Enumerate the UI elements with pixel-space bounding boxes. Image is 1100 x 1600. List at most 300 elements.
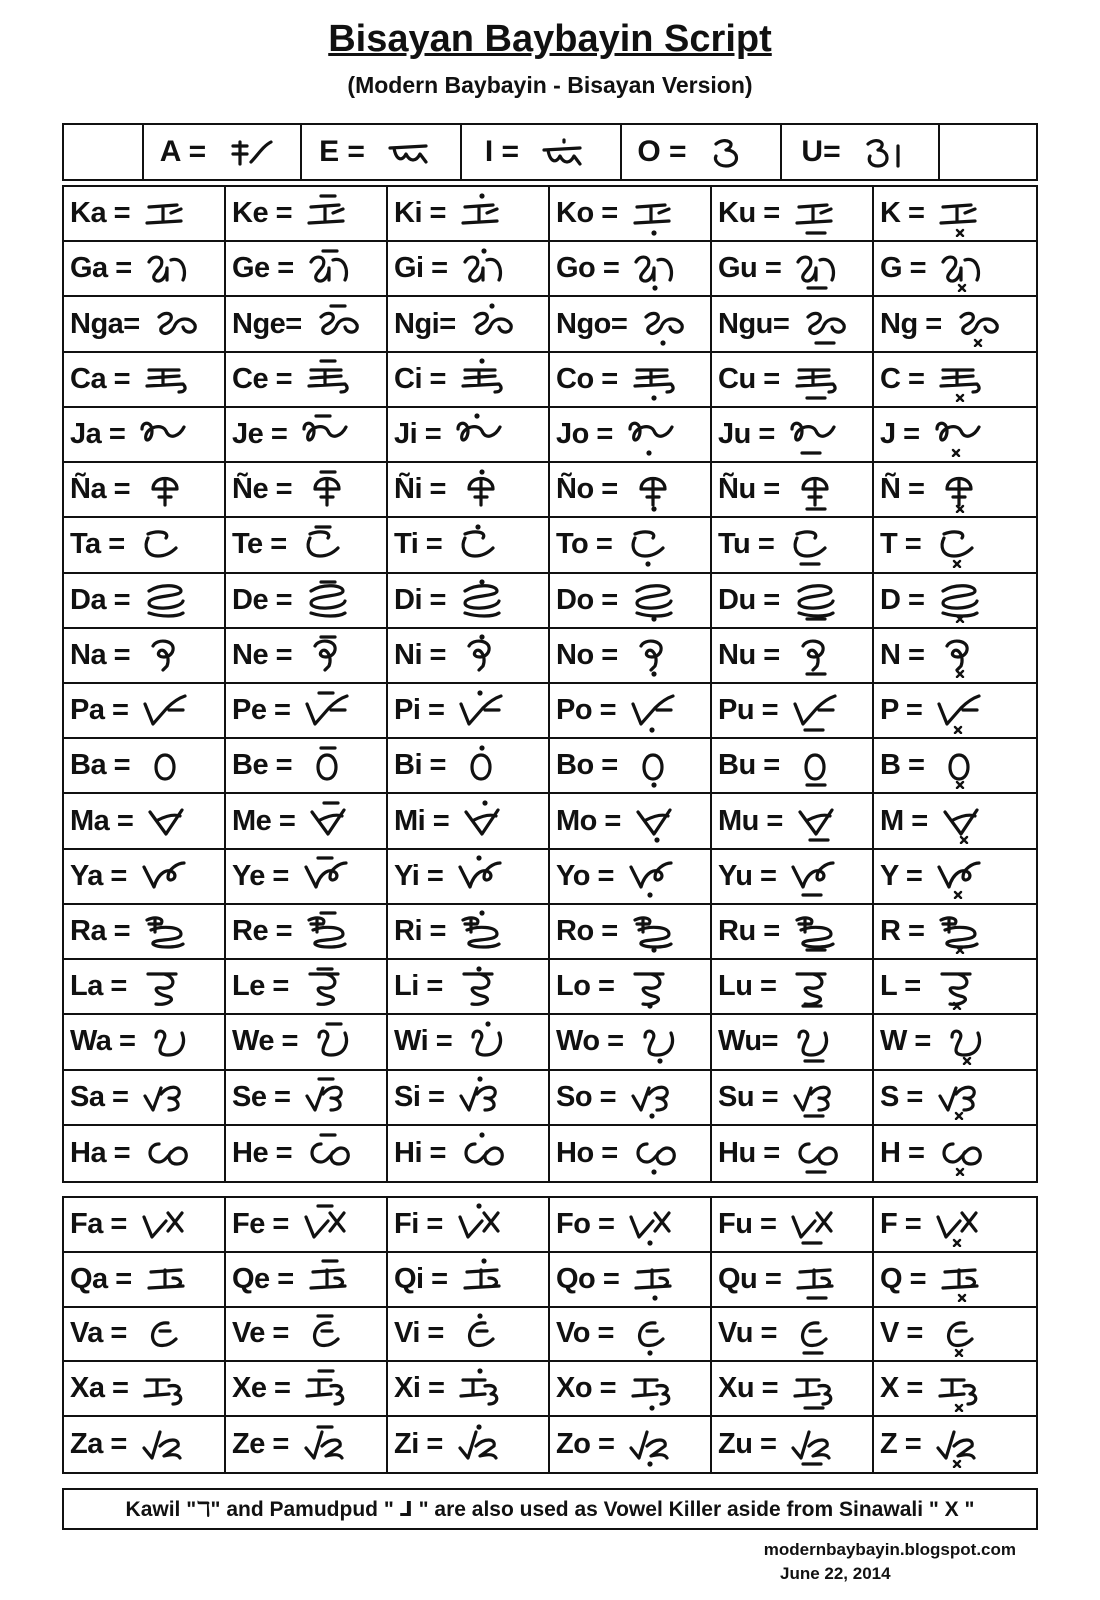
syllable-cell-go [550, 242, 712, 297]
baybayin-ze-icon [297, 1422, 353, 1468]
baybayin-fe-icon [297, 1201, 353, 1247]
baybayin-xa-icon [136, 1366, 192, 1412]
baybayin-hu-icon [788, 1130, 844, 1176]
syllable-label: Fu = [718, 1207, 777, 1240]
syllable-label: Si = [394, 1080, 445, 1113]
syllable-cell-di [388, 574, 550, 629]
syllable-label: Wa = [70, 1025, 136, 1058]
baybayin-zo-icon [622, 1422, 678, 1468]
syllable-label: Mo = [556, 804, 621, 837]
baybayin-ne-icon [300, 632, 356, 678]
syllable-label: C = [880, 362, 925, 395]
syllable-label: Ba = [70, 749, 131, 782]
syllable-label: Ku = [718, 197, 780, 230]
syllable-cell-xi [388, 1362, 550, 1417]
baybayin-ge-icon [302, 246, 358, 292]
baybayin-gu-icon [789, 246, 845, 292]
baybayin-z-icon [929, 1422, 985, 1468]
syllable-cell-pa [64, 684, 226, 739]
syllable-label: Bo = [556, 749, 618, 782]
baybayin-ye-icon [297, 853, 353, 899]
baybayin-ma-icon [141, 798, 197, 844]
vowel-label: A = [159, 135, 207, 168]
baybayin-nu-icon [788, 632, 844, 678]
syllable-label: Mu = [718, 804, 783, 837]
baybayin-vowel-u-icon [855, 132, 919, 172]
syllable-label: He = [232, 1136, 293, 1169]
syllable-cell-du [712, 574, 874, 629]
syllable-label: X = [880, 1372, 923, 1405]
baybayin-ñe-icon [300, 467, 356, 513]
syllable-cell-he [226, 1126, 388, 1181]
baybayin-to-icon [620, 522, 676, 568]
syllable-label: Ga = [70, 252, 132, 285]
baybayin-y-icon [930, 853, 986, 899]
baybayin-pi-icon [452, 688, 508, 734]
baybayin-n-icon [932, 632, 988, 678]
baybayin-ho-icon [626, 1130, 682, 1176]
baybayin-nga-icon [148, 301, 204, 347]
syllable-cell-fo [550, 1198, 712, 1253]
syllable-cell-yo [550, 850, 712, 905]
baybayin-na-icon [138, 632, 194, 678]
baybayin-za-icon [135, 1422, 191, 1468]
syllable-label: Cu = [718, 362, 780, 395]
syllable-cell-ñi [388, 463, 550, 518]
baybayin-bo-icon [626, 743, 682, 789]
syllable-cell-n [874, 629, 1036, 684]
syllable-label: Q = [880, 1262, 927, 1295]
syllable-label: Co = [556, 362, 618, 395]
baybayin-hi-icon [454, 1130, 510, 1176]
syllable-label: Qe = [232, 1262, 294, 1295]
baybayin-bu-icon [788, 743, 844, 789]
syllable-cell-ni [388, 629, 550, 684]
baybayin-we-icon [306, 1019, 362, 1065]
syllable-cell-c [874, 353, 1036, 408]
syllable-cell-ngi [388, 297, 550, 352]
syllable-cell-ro [550, 905, 712, 960]
syllable-label: J = [880, 417, 920, 450]
syllable-label: De = [232, 583, 293, 616]
baybayin-ka-icon [138, 191, 194, 237]
syllable-label: Ci = [394, 362, 446, 395]
baybayin-ku-icon [788, 191, 844, 237]
baybayin-zi-icon [451, 1422, 507, 1468]
syllable-cell-ko [550, 187, 712, 242]
syllable-label: Ki = [394, 197, 446, 230]
website-credit: modernbaybayin.blogspot.com [763, 1540, 1016, 1559]
baybayin-lo-icon [622, 964, 678, 1010]
syllable-label: Bu = [718, 749, 780, 782]
syllable-label: Ng = [880, 307, 942, 340]
vowel-cell-i [462, 125, 622, 179]
baybayin-vowel-e-icon [379, 132, 443, 172]
syllable-cell-ngo [550, 297, 712, 352]
syllable-cell-g [874, 242, 1036, 297]
syllable-label: Qi = [394, 1262, 448, 1295]
syllable-cell-ma [64, 794, 226, 849]
syllable-label: Le = [232, 970, 289, 1003]
syllable-cell-ngu [712, 297, 874, 352]
syllable-label: Fi = [394, 1207, 443, 1240]
baybayin-se-icon [298, 1074, 354, 1120]
baybayin-ngo-icon [635, 301, 691, 347]
syllable-cell-yi [388, 850, 550, 905]
baybayin-ngu-icon [797, 301, 853, 347]
syllable-label: Pu = [718, 694, 779, 727]
baybayin-xe-icon [298, 1366, 354, 1412]
syllable-cell-ce [226, 353, 388, 408]
syllable-cell-gi [388, 242, 550, 297]
baybayin-ti-icon [450, 522, 506, 568]
syllable-label: Do = [556, 583, 618, 616]
syllable-label: Yo = [556, 859, 614, 892]
syllable-cell-mi [388, 794, 550, 849]
syllable-cell-bu [712, 739, 874, 794]
baybayin-k-icon [932, 191, 988, 237]
syllable-label: Ka = [70, 197, 131, 230]
syllable-cell-pu [712, 684, 874, 739]
vowel-cell-a [144, 125, 302, 179]
syllable-label: Xo = [556, 1372, 617, 1405]
syllable-label: Pa = [70, 694, 129, 727]
baybayin-wi-icon [460, 1019, 516, 1065]
syllable-cell-no [550, 629, 712, 684]
baybayin-wo-icon [632, 1019, 688, 1065]
baybayin-ga-icon [140, 246, 196, 292]
syllable-label: N = [880, 638, 925, 671]
syllable-cell-va [64, 1308, 226, 1363]
syllable-label: Z = [880, 1428, 922, 1461]
baybayin-da-icon [138, 577, 194, 623]
syllable-cell-ji [388, 408, 550, 463]
syllable-label: Hi = [394, 1136, 446, 1169]
syllable-cell-qu [712, 1253, 874, 1308]
syllable-label: Ya = [70, 859, 127, 892]
syllable-cell-po [550, 684, 712, 739]
syllable-label: F = [880, 1207, 922, 1240]
syllable-cell-xe [226, 1362, 388, 1417]
syllable-cell-se [226, 1071, 388, 1126]
syllable-cell-ño [550, 463, 712, 518]
syllable-cell-q [874, 1253, 1036, 1308]
baybayin-ru-icon [788, 908, 844, 954]
syllable-label: T = [880, 528, 922, 561]
baybayin-yi-icon [451, 853, 507, 899]
syllable-label: Fe = [232, 1207, 289, 1240]
syllable-cell-v [874, 1308, 1036, 1363]
syllable-label: Ke = [232, 197, 293, 230]
syllable-cell-zi [388, 1417, 550, 1472]
syllable-cell-fe [226, 1198, 388, 1253]
syllable-label: Ru = [718, 914, 780, 947]
syllable-label: So = [556, 1080, 617, 1113]
baybayin-c-icon [932, 356, 988, 402]
vowel-label: O = [637, 135, 687, 168]
baybayin-mu-icon [791, 798, 847, 844]
syllable-cell-ñe [226, 463, 388, 518]
syllable-label: Se = [232, 1080, 291, 1113]
syllable-cell-t [874, 518, 1036, 573]
syllable-cell-ne [226, 629, 388, 684]
syllable-label: No = [556, 638, 618, 671]
syllable-label: Yi = [394, 859, 444, 892]
syllable-label: Po = [556, 694, 617, 727]
syllable-label: Su = [718, 1080, 779, 1113]
syllable-cell-mu [712, 794, 874, 849]
syllable-label: Me = [232, 804, 296, 837]
syllable-cell-to [550, 518, 712, 573]
baybayin-qe-icon [302, 1256, 358, 1302]
syllable-cell-nge [226, 297, 388, 352]
vowel-table [62, 123, 1038, 181]
syllable-label: Ri = [394, 914, 446, 947]
syllable-cell-su [712, 1071, 874, 1126]
syllable-label: Ngi= [394, 307, 456, 340]
syllable-cell-p [874, 684, 1036, 739]
baybayin-la-icon [135, 964, 191, 1010]
baybayin-no-icon [626, 632, 682, 678]
baybayin-w-icon [939, 1019, 995, 1065]
syllable-cell-ju [712, 408, 874, 463]
vowel-label: I = [484, 135, 520, 168]
syllable-cell-ya [64, 850, 226, 905]
syllable-cell-de [226, 574, 388, 629]
baybayin-v-icon [931, 1311, 987, 1357]
syllable-label: Ju = [718, 417, 775, 450]
syllable-label: Gu = [718, 252, 782, 285]
baybayin-pa-icon [136, 688, 192, 734]
syllable-label: Je = [232, 417, 288, 450]
baybayin-qo-icon [627, 1256, 683, 1302]
baybayin-ro-icon [626, 908, 682, 954]
baybayin-si-icon [452, 1074, 508, 1120]
syllable-cell-vo [550, 1308, 712, 1363]
baybayin-mo-icon [629, 798, 685, 844]
syllable-label: Ko = [556, 197, 618, 230]
syllable-label: B = [880, 749, 925, 782]
syllable-label: Zo = [556, 1428, 615, 1461]
baybayin-ña-icon [138, 467, 194, 513]
baybayin-vi-icon [452, 1311, 508, 1357]
syllable-cell-jo [550, 408, 712, 463]
syllable-cell-gu [712, 242, 874, 297]
baybayin-b-icon [932, 743, 988, 789]
baybayin-l-icon [929, 964, 985, 1010]
baybayin-nge-icon [310, 301, 366, 347]
baybayin-lu-icon [784, 964, 840, 1010]
page-subtitle: (Modern Baybayin - Bisayan Version) [347, 72, 753, 98]
baybayin-ca-icon [138, 356, 194, 402]
syllable-cell-ta [64, 518, 226, 573]
baybayin-me-icon [303, 798, 359, 844]
syllable-cell-vu [712, 1308, 874, 1363]
syllable-cell-f [874, 1198, 1036, 1253]
syllable-label: Lo = [556, 970, 615, 1003]
syllable-label: Ja = [70, 417, 126, 450]
baybayin-yo-icon [622, 853, 678, 899]
syllable-cell-si [388, 1071, 550, 1126]
syllable-label: Nge= [232, 307, 302, 340]
syllable-cell-ñu [712, 463, 874, 518]
syllable-label: Ñ = [880, 473, 925, 506]
syllable-cell-ñ [874, 463, 1036, 518]
syllable-cell-na [64, 629, 226, 684]
baybayin-po-icon [624, 688, 680, 734]
syllable-cell-ra [64, 905, 226, 960]
baybayin-go-icon [627, 246, 683, 292]
syllable-label: Va = [70, 1317, 127, 1350]
syllable-label: Ra = [70, 914, 131, 947]
syllable-label: Ho = [556, 1136, 618, 1169]
publication-date: June 22, 2014 [780, 1564, 891, 1583]
baybayin-q-icon [934, 1256, 990, 1302]
syllable-label: Ne = [232, 638, 293, 671]
page-title: Bisayan Baybayin Script [328, 18, 772, 60]
syllable-label: Zu = [718, 1428, 777, 1461]
syllable-cell-fu [712, 1198, 874, 1253]
baybayin-di-icon [454, 577, 510, 623]
syllable-label: Vi = [394, 1317, 444, 1350]
syllable-label: V = [880, 1317, 923, 1350]
baybayin-g-icon [934, 246, 990, 292]
syllable-label: Ma = [70, 804, 134, 837]
vowel-blank-cell-end [940, 125, 1036, 179]
syllable-cell-tu [712, 518, 874, 573]
syllable-label: Wu= [718, 1025, 778, 1058]
syllable-cell-be [226, 739, 388, 794]
syllable-label: Qu = [718, 1262, 782, 1295]
syllable-label: Du = [718, 583, 780, 616]
syllable-label: R = [880, 914, 925, 947]
syllable-cell-ru [712, 905, 874, 960]
baybayin-wu-icon [786, 1019, 842, 1065]
syllable-cell-le [226, 960, 388, 1015]
syllable-label: Wi = [394, 1025, 453, 1058]
syllable-cell-qi [388, 1253, 550, 1308]
baybayin-bi-icon [454, 743, 510, 789]
syllable-label: Ti = [394, 528, 443, 561]
syllable-label: Mi = [394, 804, 450, 837]
syllable-label: Ha = [70, 1136, 131, 1169]
baybayin-p-icon [930, 688, 986, 734]
syllable-cell-k [874, 187, 1036, 242]
syllable-cell-ci [388, 353, 550, 408]
syllable-cell-ti [388, 518, 550, 573]
syllable-label: Ye = [232, 859, 289, 892]
syllable-label: We = [232, 1025, 298, 1058]
syllable-cell-d [874, 574, 1036, 629]
baybayin-jo-icon [621, 411, 677, 457]
baybayin-vowel-o-icon [701, 132, 765, 172]
baybayin-su-icon [786, 1074, 842, 1120]
syllable-cell-te [226, 518, 388, 573]
syllable-label: Zi = [394, 1428, 443, 1461]
syllable-label: Gi = [394, 252, 448, 285]
syllable-cell-wu [712, 1015, 874, 1070]
syllable-cell-ba [64, 739, 226, 794]
syllable-label: Xa = [70, 1372, 129, 1405]
vowel-cell-o [622, 125, 782, 179]
syllable-label: Sa = [70, 1080, 129, 1113]
baybayin-le-icon [297, 964, 353, 1010]
syllable-label: Ñu = [718, 473, 780, 506]
syllable-label: Bi = [394, 749, 446, 782]
syllable-cell-je [226, 408, 388, 463]
vowel-cell-e [302, 125, 462, 179]
baybayin-te-icon [295, 522, 351, 568]
baybayin-co-icon [626, 356, 682, 402]
syllable-label: Go = [556, 252, 620, 285]
baybayin-sa-icon [136, 1074, 192, 1120]
syllable-label: Da = [70, 583, 131, 616]
syllable-cell-we [226, 1015, 388, 1070]
syllable-label: Ño = [556, 473, 618, 506]
baybayin-be-icon [300, 743, 356, 789]
syllable-cell-me [226, 794, 388, 849]
syllable-label: Re = [232, 914, 293, 947]
syllable-cell-yu [712, 850, 874, 905]
syllable-cell-ki [388, 187, 550, 242]
syllable-cell-x [874, 1362, 1036, 1417]
syllable-cell-ka [64, 187, 226, 242]
syllable-label: Vo = [556, 1317, 614, 1350]
syllable-cell-l [874, 960, 1036, 1015]
baybayin-vu-icon [785, 1311, 841, 1357]
syllable-label: Ngu= [718, 307, 790, 340]
syllable-cell-hu [712, 1126, 874, 1181]
baybayin-du-icon [788, 577, 844, 623]
baybayin-ju-icon [783, 411, 839, 457]
syllable-label: Ngo= [556, 307, 628, 340]
baybayin-ci-icon [454, 356, 510, 402]
syllable-label: Ce = [232, 362, 293, 395]
syllable-cell-nga [64, 297, 226, 352]
syllable-label: Y = [880, 859, 923, 892]
syllable-cell-lu [712, 960, 874, 1015]
syllable-label: Nu = [718, 638, 780, 671]
syllable-cell-ke [226, 187, 388, 242]
baybayin-ba-icon [138, 743, 194, 789]
syllable-cell-ge [226, 242, 388, 297]
syllable-label: La = [70, 970, 127, 1003]
baybayin-xi-icon [452, 1366, 508, 1412]
syllable-label: Li = [394, 970, 443, 1003]
syllable-cell-ng [874, 297, 1036, 352]
baybayin-pe-icon [298, 688, 354, 734]
syllable-cell-ja [64, 408, 226, 463]
baybayin-t-icon [929, 522, 985, 568]
syllable-cell-ha [64, 1126, 226, 1181]
vowel-label: E = [319, 135, 365, 168]
baybayin-x-icon [931, 1366, 987, 1412]
baybayin-ji-icon [449, 411, 505, 457]
syllable-label: Be = [232, 749, 293, 782]
baybayin-fa-icon [135, 1201, 191, 1247]
syllable-cell-wa [64, 1015, 226, 1070]
syllable-label: Yu = [718, 859, 777, 892]
syllable-label: Za = [70, 1428, 127, 1461]
baybayin-li-icon [451, 964, 507, 1010]
baybayin-vowel-a-icon [220, 132, 284, 172]
syllable-cell-ga [64, 242, 226, 297]
baybayin-cu-icon [788, 356, 844, 402]
syllable-cell-sa [64, 1071, 226, 1126]
syllable-table [62, 185, 1038, 1183]
syllable-label: Vu = [718, 1317, 777, 1350]
syllable-cell-j [874, 408, 1036, 463]
